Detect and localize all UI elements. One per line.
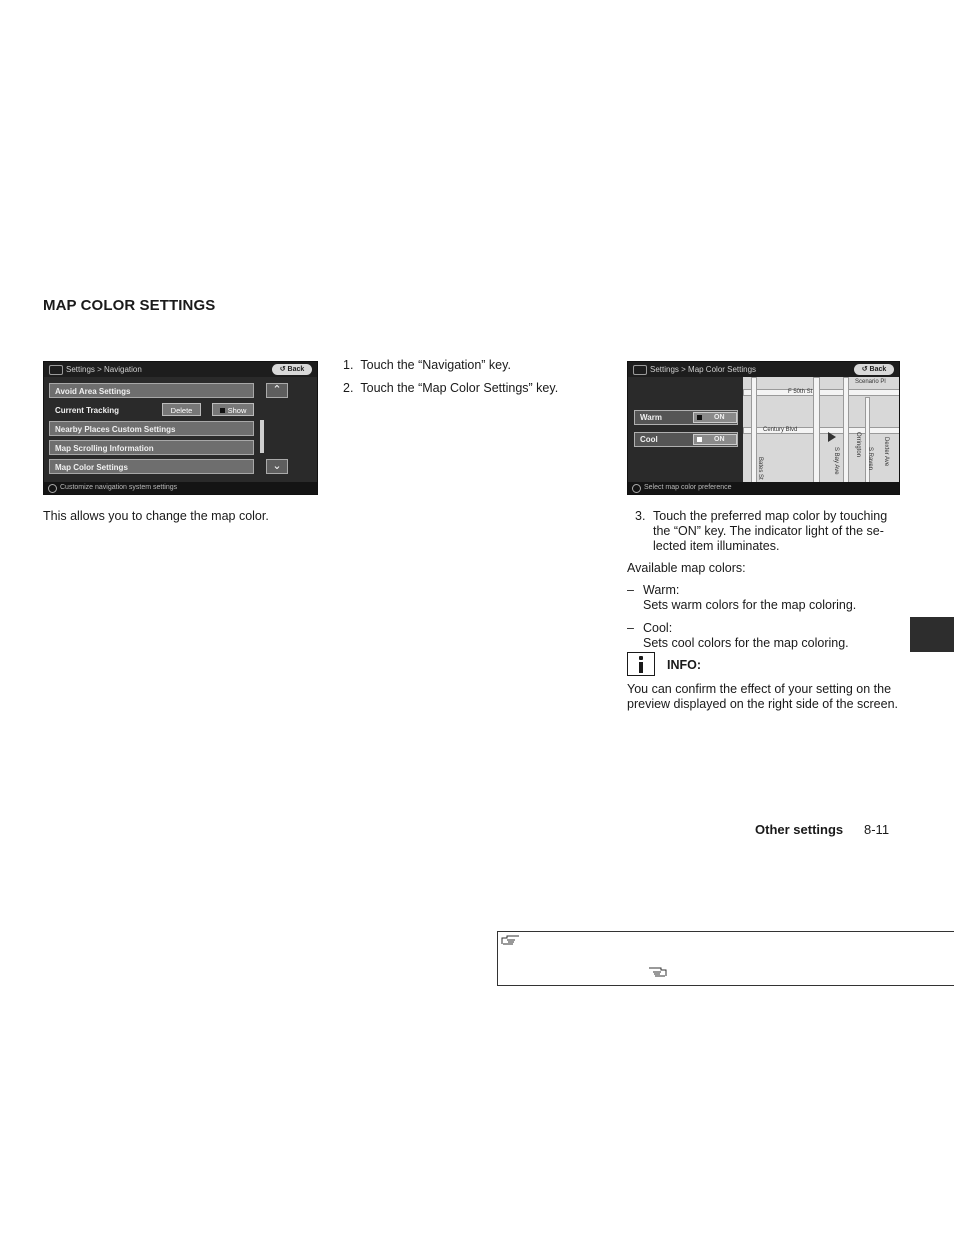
screen-header: [44, 362, 317, 377]
street-label: Century Blvd: [763, 427, 798, 433]
menu-item-nearby-places[interactable]: Nearby Places Custom Settings: [49, 421, 254, 436]
street-label: Dexter Ave: [883, 437, 889, 467]
intro-text: This allows you to change the map color.: [43, 509, 269, 523]
vehicle-position-icon: [828, 432, 836, 442]
available-colors-label: Available map colors:: [627, 561, 746, 575]
map-road: [743, 389, 899, 396]
color-warm-dash: –: [627, 583, 634, 597]
color-cool-dash: –: [627, 621, 634, 635]
step-1: 1. Touch the “Navigation” key.: [343, 358, 511, 372]
menu-icon: [49, 365, 63, 375]
show-toggle-button[interactable]: Show: [212, 403, 254, 416]
menu-item-current-tracking: Current Tracking: [55, 406, 120, 415]
pointing-hand-icon: [647, 966, 667, 978]
screen-status-bar: Select map color preference: [628, 482, 899, 494]
menu-item-map-scrolling[interactable]: Map Scrolling Information: [49, 440, 254, 455]
scroll-down-icon[interactable]: ⌄: [266, 459, 288, 474]
info-icon: [627, 652, 655, 676]
map-road: [843, 377, 849, 482]
street-label: Bates St: [757, 457, 763, 480]
map-color-settings-screen: [627, 361, 900, 495]
pointing-hand-icon: [501, 934, 521, 946]
indicator-light-icon: [697, 415, 702, 420]
info-label: INFO:: [667, 658, 702, 672]
scroll-up-icon[interactable]: ⌃: [266, 383, 288, 398]
chapter-tab: [910, 617, 954, 652]
cool-on-key[interactable]: ON: [693, 434, 737, 445]
step-2: 2. Touch the “Map Color Settings” key.: [343, 381, 559, 395]
info-circle-icon: [632, 484, 641, 493]
screen-breadcrumb: Settings > Navigation: [66, 365, 142, 374]
back-button[interactable]: ↺ Back: [854, 364, 894, 375]
back-button[interactable]: ↺ Back: [272, 364, 312, 375]
warm-option-button[interactable]: Warm ON: [634, 410, 738, 425]
screen-breadcrumb: Settings > Map Color Settings: [650, 365, 757, 374]
delete-button[interactable]: Delete: [162, 403, 201, 416]
menu-icon: [633, 365, 647, 375]
step-3-number: 3.: [635, 509, 646, 523]
menu-item-map-color[interactable]: Map Color Settings: [49, 459, 254, 474]
info-circle-icon: [48, 484, 57, 493]
scrollbar[interactable]: [260, 420, 264, 453]
warm-on-key[interactable]: ON: [693, 412, 737, 423]
info-text: You can confirm the effect of your setting on the preview displayed on the right side of the screen.: [627, 682, 898, 711]
street-label: F 50th St: [788, 389, 813, 395]
section-title: MAP COLOR SETTINGS: [43, 297, 216, 314]
street-label: Scenario Pl: [855, 379, 886, 385]
color-cool-item: Cool: Sets cool colors for the map coloring.: [643, 621, 849, 650]
screen-status-bar: Customize navigation system settings: [44, 482, 317, 494]
street-label: S Bay Ave: [833, 447, 839, 475]
color-warm-item: Warm: Sets warm colors for the map coloring.: [643, 583, 857, 612]
step-3-text: Touch the preferred map color by touching the “ON” key. The indicator light of the se- lected item illuminates.: [653, 509, 888, 553]
map-preview: [743, 377, 899, 482]
street-label: S Raven: [867, 447, 873, 471]
footer-section: Other settings: [755, 822, 844, 837]
street-label: Orrington: [855, 432, 861, 458]
indicator-light-icon: [697, 437, 702, 442]
reference-box: [497, 931, 954, 986]
cool-option-button[interactable]: Cool ON: [634, 432, 738, 447]
navigation-settings-screen: [43, 361, 318, 495]
show-indicator-icon: [220, 408, 225, 413]
screen-header: [628, 362, 899, 377]
menu-item-avoid-area[interactable]: Avoid Area Settings: [49, 383, 254, 398]
map-road: [813, 377, 820, 482]
page-number: 8-11: [864, 822, 890, 837]
